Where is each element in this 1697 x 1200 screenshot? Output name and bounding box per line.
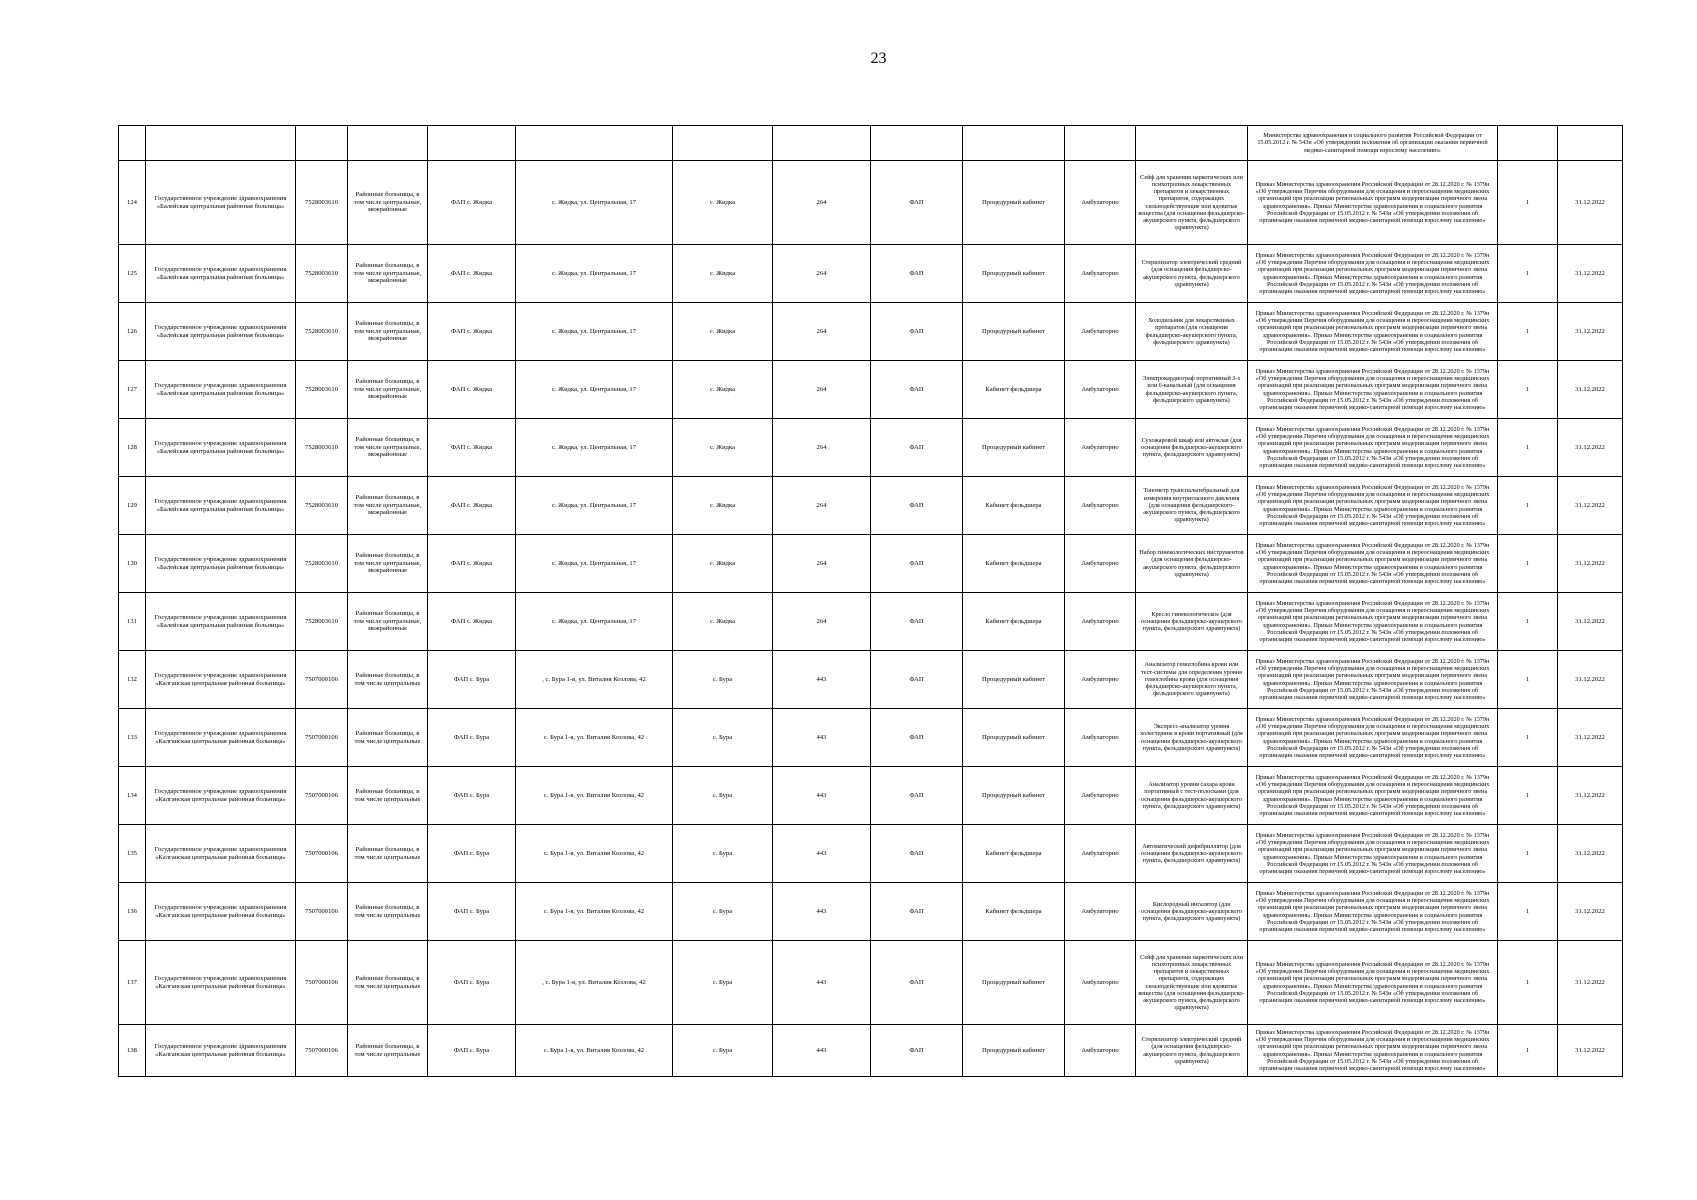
cell-address: с. Жидка, ул. Центральная, 17 <box>516 303 673 361</box>
cell-org-type: Районные больницы, в том числе центральные, межрайонные <box>348 593 428 651</box>
cell-org-type: Районные больницы, в том числе центральные <box>348 1025 428 1077</box>
cell-facility-kind: ФАП <box>871 651 963 709</box>
table-row-continuation <box>119 126 1623 161</box>
cell-basis: Приказ Министерства здравоохранения Российской Федерации от 28.12.2020 г. № 1379н «Об утверждении Перечня оборудования для оснащения и переоснащения медицинских организаций при реализации региональных программ модернизации первичного звена здравоохранения». Приказ Министерства здравоохранения и социального развития Российской Федерации от 15.05.2012 г. № 543н «Об утверждении положения об организации оказания первичной медико-санитарной помощи взрослому населению» <box>1248 1025 1498 1077</box>
cell-population: 264 <box>773 477 871 535</box>
table-row <box>119 245 1623 303</box>
table-row <box>119 303 1623 361</box>
cell-facility: ФАП с. Жидка <box>428 303 516 361</box>
table-row <box>119 161 1623 245</box>
cell-facility-kind: ФАП <box>871 535 963 593</box>
cell-date: 31.12.2022 <box>1558 161 1623 245</box>
cell-care-form: Амбулаторно <box>1065 825 1136 883</box>
cell-row-number: 136 <box>119 883 146 941</box>
cell-facility-kind: ФАП <box>871 709 963 767</box>
cell-inn: 7507000106 <box>296 825 348 883</box>
cell-population: 264 <box>773 245 871 303</box>
cell-organization: Государственное учреждение здравоохранения «Балейская центральная районная больница» <box>146 593 296 651</box>
cell-address: с. Жидка, ул. Центральная, 17 <box>516 535 673 593</box>
cell-facility-kind: ФАП <box>871 477 963 535</box>
cell-cabinet: Кабинет фельдшера <box>963 883 1065 941</box>
cell-date: 31.12.2022 <box>1558 651 1623 709</box>
cell-org-type: Районные больницы, в том числе центральные, межрайонные <box>348 361 428 419</box>
cell-facility-kind: ФАП <box>871 303 963 361</box>
cell-organization: Государственное учреждение здравоохранения «Балейская центральная районная больница» <box>146 245 296 303</box>
table-row <box>119 419 1623 477</box>
cell-organization: Государственное учреждение здравоохранения «Балейская центральная районная больница» <box>146 419 296 477</box>
cell-locality: с. Жидка <box>673 245 773 303</box>
cell-inn: 7528003610 <box>296 419 348 477</box>
cell-facility: ФАП с. Бура <box>428 941 516 1025</box>
cell-basis: Приказ Министерства здравоохранения Российской Федерации от 28.12.2020 г. № 1379н «Об утверждении Перечня оборудования для оснащения и переоснащения медицинских организаций при реализации региональных программ модернизации первичного звена здравоохранения». Приказ Министерства здравоохранения и социального развития Российской Федерации от 15.05.2012 г. № 543н «Об утверждении положения об организации оказания первичной медико-санитарной помощи взрослому населению» <box>1248 419 1498 477</box>
cell-population: 443 <box>773 767 871 825</box>
cell-row-number: 130 <box>119 535 146 593</box>
cell-locality: с. Бура <box>673 941 773 1025</box>
cell-quantity: 1 <box>1498 593 1558 651</box>
cell-locality: с. Жидка <box>673 161 773 245</box>
cell-org-type: Районные больницы, в том числе центральные <box>348 825 428 883</box>
cell-address: , с. Бура 1-я, ул. Виталия Козлова, 42 <box>516 941 673 1025</box>
cell-care-form: Амбулаторно <box>1065 419 1136 477</box>
cell-address: с. Бура 1-я, ул. Виталия Козлова, 42 <box>516 825 673 883</box>
cell-row-number: 124 <box>119 161 146 245</box>
cell-equipment: Тонометр транспальпебральный для измерения внутриглазного давления (для оснащения фельдшерского-акушерского пункта, фельдшерского здравпункта) <box>1136 477 1248 535</box>
cell-quantity: 1 <box>1498 767 1558 825</box>
cell-inn: 7528003610 <box>296 161 348 245</box>
cell-address: с. Бура 1-я, ул. Виталия Козлова, 42 <box>516 767 673 825</box>
cell-quantity: 1 <box>1498 883 1558 941</box>
cell-inn: 7507000106 <box>296 883 348 941</box>
cell-date: 31.12.2022 <box>1558 419 1623 477</box>
cell-quantity: 1 <box>1498 651 1558 709</box>
cell-basis: Приказ Министерства здравоохранения Российской Федерации от 28.12.2020 г. № 1379н «Об утверждении Перечня оборудования для оснащения и переоснащения медицинских организаций при реализации региональных программ модернизации первичного звена здравоохранения». Приказ Министерства здравоохранения и социального развития Российской Федерации от 15.05.2012 г. № 543н «Об утверждении положения об организации оказания первичной медико-санитарной помощи взрослому населению» <box>1248 303 1498 361</box>
cell-locality: с. Бура <box>673 883 773 941</box>
cell-facility-kind: ФАП <box>871 1025 963 1077</box>
page-number: 23 <box>870 50 887 67</box>
cell-cabinet: Процедурный кабинет <box>963 941 1065 1025</box>
cell-date: 31.12.2022 <box>1558 1025 1623 1077</box>
cell-empty <box>428 126 516 161</box>
cell-empty <box>773 126 871 161</box>
cell-inn: 7507000106 <box>296 941 348 1025</box>
cell-organization: Государственное учреждение здравоохранения «Калганская центральная районная больница» <box>146 883 296 941</box>
cell-organization: Государственное учреждение здравоохранения «Калганская центральная районная больница» <box>146 651 296 709</box>
table-row <box>119 767 1623 825</box>
cell-care-form: Амбулаторно <box>1065 477 1136 535</box>
cell-quantity: 1 <box>1498 477 1558 535</box>
cell-basis: Приказ Министерства здравоохранения Российской Федерации от 28.12.2020 г. № 1379н «Об утверждении Перечня оборудования для оснащения и переоснащения медицинских организаций при реализации региональных программ модернизации первичного звена здравоохранения». Приказ Министерства здравоохранения и социального развития Российской Федерации от 15.05.2012 г. № 543н «Об утверждении положения об организации оказания первичной медико-санитарной помощи взрослому населению» <box>1248 477 1498 535</box>
cell-row-number: 137 <box>119 941 146 1025</box>
cell-care-form: Амбулаторно <box>1065 245 1136 303</box>
cell-quantity: 1 <box>1498 161 1558 245</box>
cell-locality: с. Жидка <box>673 477 773 535</box>
cell-basis: Приказ Министерства здравоохранения Российской Федерации от 28.12.2020 г. № 1379н «Об утверждении Перечня оборудования для оснащения и переоснащения медицинских организаций при реализации региональных программ модернизации первичного звена здравоохранения». Приказ Министерства здравоохранения и социального развития Российской Федерации от 15.05.2012 г. № 543н «Об утверждении положения об организации оказания первичной медико-санитарной помощи взрослому населению» <box>1248 361 1498 419</box>
table-row <box>119 883 1623 941</box>
cell-basis: Приказ Министерства здравоохранения Российской Федерации от 28.12.2020 г. № 1379н «Об утверждении Перечня оборудования для оснащения и переоснащения медицинских организаций при реализации региональных программ модернизации первичного звена здравоохранения». Приказ Министерства здравоохранения и социального развития Российской Федерации от 15.05.2012 г. № 543н «Об утверждении положения об организации оказания первичной медико-санитарной помощи взрослому населению» <box>1248 651 1498 709</box>
table-row <box>119 593 1623 651</box>
cell-population: 264 <box>773 419 871 477</box>
cell-inn: 7528003610 <box>296 593 348 651</box>
cell-care-form: Амбулаторно <box>1065 535 1136 593</box>
table-row <box>119 941 1623 1025</box>
cell-empty <box>963 126 1065 161</box>
cell-facility: ФАП с. Жидка <box>428 535 516 593</box>
cell-empty <box>1065 126 1136 161</box>
cell-care-form: Амбулаторно <box>1065 361 1136 419</box>
cell-care-form: Амбулаторно <box>1065 709 1136 767</box>
cell-row-number: 129 <box>119 477 146 535</box>
cell-organization: Государственное учреждение здравоохранения «Калганская центральная районная больница» <box>146 941 296 1025</box>
cell-date: 31.12.2022 <box>1558 303 1623 361</box>
table-row <box>119 709 1623 767</box>
cell-empty <box>296 126 348 161</box>
cell-cabinet: Процедурный кабинет <box>963 245 1065 303</box>
cell-empty <box>119 126 146 161</box>
cell-row-number: 128 <box>119 419 146 477</box>
cell-date: 31.12.2022 <box>1558 709 1623 767</box>
table-row <box>119 825 1623 883</box>
cell-equipment: Анализатор уровня сахара крови портативный с тест-полосками (для оснащения фельдшерско-акушерского пункта, фельдшерского здравпункта) <box>1136 767 1248 825</box>
cell-facility-kind: ФАП <box>871 941 963 1025</box>
cell-locality: с. Жидка <box>673 535 773 593</box>
cell-population: 443 <box>773 1025 871 1077</box>
cell-inn: 7528003610 <box>296 361 348 419</box>
cell-organization: Государственное учреждение здравоохранения «Калганская центральная районная больница» <box>146 767 296 825</box>
table-row <box>119 535 1623 593</box>
cell-empty <box>871 126 963 161</box>
cell-inn: 7528003610 <box>296 245 348 303</box>
cell-cabinet: Процедурный кабинет <box>963 161 1065 245</box>
cell-facility-kind: ФАП <box>871 419 963 477</box>
cell-basis: Приказ Министерства здравоохранения Российской Федерации от 28.12.2020 г. № 1379н «Об утверждении Перечня оборудования для оснащения и переоснащения медицинских организаций при реализации региональных программ модернизации первичного звена здравоохранения». Приказ Министерства здравоохранения и социального развития Российской Федерации от 15.05.2012 г. № 543н «Об утверждении положения об организации оказания первичной медико-санитарной помощи взрослому населению» <box>1248 535 1498 593</box>
cell-cabinet: Кабинет фельдшера <box>963 825 1065 883</box>
cell-org-type: Районные больницы, в том числе центральные <box>348 709 428 767</box>
cell-org-type: Районные больницы, в том числе центральные <box>348 941 428 1025</box>
cell-organization: Государственное учреждение здравоохранения «Балейская центральная районная больница» <box>146 161 296 245</box>
cell-equipment: Электрокардиограф портативный 3-х или 6-канальный (для оснащения фельдшерско-акушерского пункта, фельдшерского здравпункта) <box>1136 361 1248 419</box>
cell-date: 31.12.2022 <box>1558 883 1623 941</box>
cell-org-type: Районные больницы, в том числе центральные, межрайонные <box>348 477 428 535</box>
cell-facility: ФАП с. Жидка <box>428 593 516 651</box>
cell-facility-kind: ФАП <box>871 825 963 883</box>
cell-facility: ФАП с. Бура <box>428 1025 516 1077</box>
cell-inn: 7528003610 <box>296 303 348 361</box>
cell-equipment: Анализатор гемоглобина крови или тест-системы для определения уровня гемоглобина крови (для оснащения фельдшерско-акушерского пункта, фельдшерского здравпункта) <box>1136 651 1248 709</box>
cell-care-form: Амбулаторно <box>1065 767 1136 825</box>
cell-address: с. Жидка, ул. Центральная, 17 <box>516 161 673 245</box>
cell-basis: Приказ Министерства здравоохранения Российской Федерации от 28.12.2020 г. № 1379н «Об утверждении Перечня оборудования для оснащения и переоснащения медицинских организаций при реализации региональных программ модернизации первичного звена здравоохранения». Приказ Министерства здравоохранения и социального развития Российской Федерации от 15.05.2012 г. № 543н «Об утверждении положения об организации оказания первичной медико-санитарной помощи взрослому населению» <box>1248 883 1498 941</box>
cell-locality: с. Жидка <box>673 303 773 361</box>
cell-org-type: Районные больницы, в том числе центральные <box>348 883 428 941</box>
cell-quantity: 1 <box>1498 419 1558 477</box>
cell-facility-kind: ФАП <box>871 245 963 303</box>
cell-quantity: 1 <box>1498 535 1558 593</box>
cell-empty <box>146 126 296 161</box>
cell-equipment: Кислородный ингалятор (для оснащения фельдшерско-акушерского пункта, фельдшерского здравпункта) <box>1136 883 1248 941</box>
cell-cabinet: Кабинет фельдшера <box>963 535 1065 593</box>
cell-row-number: 131 <box>119 593 146 651</box>
cell-care-form: Амбулаторно <box>1065 593 1136 651</box>
cell-equipment: Стерилизатор электрический средний (для оснащения фельдшерско-акушерского пункта, фельдшерского здравпункта) <box>1136 1025 1248 1077</box>
cell-population: 264 <box>773 303 871 361</box>
cell-org-type: Районные больницы, в том числе центральные, межрайонные <box>348 303 428 361</box>
cell-row-number: 134 <box>119 767 146 825</box>
cell-quantity: 1 <box>1498 825 1558 883</box>
cell-equipment: Стерилизатор электрический средний (для оснащения фельдшерско-акушерского пункта, фельдшерского здравпункта) <box>1136 245 1248 303</box>
cell-organization: Государственное учреждение здравоохранения «Балейская центральная районная больница» <box>146 535 296 593</box>
cell-row-number: 126 <box>119 303 146 361</box>
cell-equipment: Холодильник для лекарственных препаратов (для оснащения фельдшерско-акушерского пункта, фельдшерского здравпункта) <box>1136 303 1248 361</box>
equipment-table <box>118 125 1623 1077</box>
cell-facility: ФАП с. Бура <box>428 709 516 767</box>
cell-empty <box>673 126 773 161</box>
cell-org-type: Районные больницы, в том числе центральные, межрайонные <box>348 161 428 245</box>
cell-address: с. Жидка, ул. Центральная, 17 <box>516 361 673 419</box>
cell-facility-kind: ФАП <box>871 593 963 651</box>
cell-cabinet: Процедурный кабинет <box>963 1025 1065 1077</box>
cell-equipment: Сейф для хранения наркотических или психотропных лекарственных препаратов и лекарственных препаратов, содержащих сильнодействующие или ядовитые вещества (для оснащения фельдшерско-акушерского пункта, фельдшерского здравпункта) <box>1136 941 1248 1025</box>
cell-quantity: 1 <box>1498 303 1558 361</box>
cell-date: 31.12.2022 <box>1558 593 1623 651</box>
cell-address: с. Бура 1-я, ул. Виталия Козлова, 42 <box>516 1025 673 1077</box>
cell-empty <box>1558 126 1623 161</box>
cell-row-number: 133 <box>119 709 146 767</box>
cell-date: 31.12.2022 <box>1558 767 1623 825</box>
table-body <box>119 126 1623 1077</box>
cell-empty <box>1136 126 1248 161</box>
cell-row-number: 125 <box>119 245 146 303</box>
cell-inn: 7507000106 <box>296 767 348 825</box>
cell-basis: Приказ Министерства здравоохранения Российской Федерации от 28.12.2020 г. № 1379н «Об утверждении Перечня оборудования для оснащения и переоснащения медицинских организаций при реализации региональных программ модернизации первичного звена здравоохранения». Приказ Министерства здравоохранения и социального развития Российской Федерации от 15.05.2012 г. № 543н «Об утверждении положения об организации оказания первичной медико-санитарной помощи взрослому населению» <box>1248 245 1498 303</box>
cell-org-type: Районные больницы, в том числе центральные, межрайонные <box>348 535 428 593</box>
cell-address: с. Жидка, ул. Центральная, 17 <box>516 419 673 477</box>
cell-date: 31.12.2022 <box>1558 825 1623 883</box>
cell-organization: Государственное учреждение здравоохранения «Балейская центральная районная больница» <box>146 477 296 535</box>
cell-basis: Приказ Министерства здравоохранения Российской Федерации от 28.12.2020 г. № 1379н «Об утверждении Перечня оборудования для оснащения и переоснащения медицинских организаций при реализации региональных программ модернизации первичного звена здравоохранения». Приказ Министерства здравоохранения и социального развития Российской Федерации от 15.05.2012 г. № 543н «Об утверждении положения об организации оказания первичной медико-санитарной помощи взрослому населению» <box>1248 941 1498 1025</box>
cell-row-number: 135 <box>119 825 146 883</box>
cell-cabinet: Процедурный кабинет <box>963 709 1065 767</box>
cell-locality: с. Бура <box>673 1025 773 1077</box>
cell-facility: ФАП с. Жидка <box>428 361 516 419</box>
cell-date: 31.12.2022 <box>1558 477 1623 535</box>
cell-facility: ФАП с. Жидка <box>428 419 516 477</box>
cell-quantity: 1 <box>1498 245 1558 303</box>
cell-population: 264 <box>773 535 871 593</box>
cell-cabinet: Кабинет фельдшера <box>963 477 1065 535</box>
cell-facility-kind: ФАП <box>871 161 963 245</box>
cell-inn: 7528003610 <box>296 477 348 535</box>
cell-care-form: Амбулаторно <box>1065 941 1136 1025</box>
cell-date: 31.12.2022 <box>1558 941 1623 1025</box>
table-row <box>119 361 1623 419</box>
cell-organization: Государственное учреждение здравоохранения «Балейская центральная районная больница» <box>146 361 296 419</box>
cell-care-form: Амбулаторно <box>1065 651 1136 709</box>
cell-care-form: Амбулаторно <box>1065 303 1136 361</box>
cell-locality: с. Бура <box>673 709 773 767</box>
cell-quantity: 1 <box>1498 361 1558 419</box>
cell-quantity: 1 <box>1498 941 1558 1025</box>
cell-empty <box>348 126 428 161</box>
cell-care-form: Амбулаторно <box>1065 161 1136 245</box>
cell-basis: Министерства здравоохранения и социального развития Российской Федерации от 15.05.2012 г. № 543н «Об утверждении положения об организации оказания первичной медико-санитарной помощи взрослому населению» <box>1248 126 1498 161</box>
cell-address: , с. Бура 1-я, ул. Виталия Козлова, 42 <box>516 651 673 709</box>
cell-facility: ФАП с. Жидка <box>428 245 516 303</box>
cell-population: 443 <box>773 825 871 883</box>
cell-facility: ФАП с. Жидка <box>428 161 516 245</box>
cell-organization: Государственное учреждение здравоохранения «Балейская центральная районная больница» <box>146 303 296 361</box>
cell-care-form: Амбулаторно <box>1065 883 1136 941</box>
cell-address: с. Бура 1-я, ул. Виталия Козлова, 42 <box>516 883 673 941</box>
cell-row-number: 127 <box>119 361 146 419</box>
table-row <box>119 1025 1623 1077</box>
cell-locality: с. Бура <box>673 825 773 883</box>
cell-address: с. Жидка, ул. Центральная, 17 <box>516 593 673 651</box>
cell-basis: Приказ Министерства здравоохранения Российской Федерации от 28.12.2020 г. № 1379н «Об утверждении Перечня оборудования для оснащения и переоснащения медицинских организаций при реализации региональных программ модернизации первичного звена здравоохранения». Приказ Министерства здравоохранения и социального развития Российской Федерации от 15.05.2012 г. № 543н «Об утверждении положения об организации оказания первичной медико-санитарной помощи взрослому населению» <box>1248 161 1498 245</box>
cell-org-type: Районные больницы, в том числе центральные, межрайонные <box>348 245 428 303</box>
cell-address: с. Жидка, ул. Центральная, 17 <box>516 245 673 303</box>
table-row <box>119 477 1623 535</box>
cell-facility: ФАП с. Бура <box>428 651 516 709</box>
cell-cabinet: Процедурный кабинет <box>963 303 1065 361</box>
cell-equipment: Сухожаровой шкаф или автоклав (для оснащения фельдшерско-акушерского пункта, фельдшерского здравпункта) <box>1136 419 1248 477</box>
cell-empty <box>516 126 673 161</box>
cell-equipment: Набор гинекологических инструментов (для оснащения фельдшерско-акушерского пункта, фельдшерского здравпункта) <box>1136 535 1248 593</box>
cell-date: 31.12.2022 <box>1558 361 1623 419</box>
cell-population: 443 <box>773 883 871 941</box>
cell-basis: Приказ Министерства здравоохранения Российской Федерации от 28.12.2020 г. № 1379н «Об утверждении Перечня оборудования для оснащения и переоснащения медицинских организаций при реализации региональных программ модернизации первичного звена здравоохранения». Приказ Министерства здравоохранения и социального развития Российской Федерации от 15.05.2012 г. № 543н «Об утверждении положения об организации оказания первичной медико-санитарной помощи взрослому населению» <box>1248 593 1498 651</box>
cell-organization: Государственное учреждение здравоохранения «Калганская центральная районная больница» <box>146 825 296 883</box>
cell-cabinet: Кабинет фельдшера <box>963 361 1065 419</box>
cell-organization: Государственное учреждение здравоохранения «Калганская центральная районная больница» <box>146 1025 296 1077</box>
cell-locality: с. Бура <box>673 767 773 825</box>
cell-basis: Приказ Министерства здравоохранения Российской Федерации от 28.12.2020 г. № 1379н «Об утверждении Перечня оборудования для оснащения и переоснащения медицинских организаций при реализации региональных программ модернизации первичного звена здравоохранения». Приказ Министерства здравоохранения и социального развития Российской Федерации от 15.05.2012 г. № 543н «Об утверждении положения об организации оказания первичной медико-санитарной помощи взрослому населению» <box>1248 825 1498 883</box>
cell-population: 443 <box>773 709 871 767</box>
cell-locality: с. Жидка <box>673 593 773 651</box>
cell-equipment: Экспресс-анализатор уровня холестерина в крови портативный (для оснащения фельдшерско-акушерского пункта, фельдшерского здравпункта) <box>1136 709 1248 767</box>
cell-population: 443 <box>773 941 871 1025</box>
cell-address: с. Бура 1-я, ул. Виталия Козлова, 42 <box>516 709 673 767</box>
cell-quantity: 1 <box>1498 709 1558 767</box>
cell-cabinet: Процедурный кабинет <box>963 419 1065 477</box>
cell-org-type: Районные больницы, в том числе центральные <box>348 651 428 709</box>
cell-org-type: Районные больницы, в том числе центральные <box>348 767 428 825</box>
cell-date: 31.12.2022 <box>1558 245 1623 303</box>
cell-inn: 7528003610 <box>296 535 348 593</box>
cell-facility: ФАП с. Бура <box>428 767 516 825</box>
cell-facility: ФАП с. Бура <box>428 825 516 883</box>
cell-facility-kind: ФАП <box>871 767 963 825</box>
cell-cabinet: Процедурный кабинет <box>963 651 1065 709</box>
cell-locality: с. Жидка <box>673 419 773 477</box>
cell-population: 264 <box>773 161 871 245</box>
cell-empty <box>1498 126 1558 161</box>
cell-date: 31.12.2022 <box>1558 535 1623 593</box>
cell-cabinet: Кабинет фельдшера <box>963 593 1065 651</box>
cell-locality: с. Бура <box>673 651 773 709</box>
cell-cabinet: Процедурный кабинет <box>963 767 1065 825</box>
cell-basis: Приказ Министерства здравоохранения Российской Федерации от 28.12.2020 г. № 1379н «Об утверждении Перечня оборудования для оснащения и переоснащения медицинских организаций при реализации региональных программ модернизации первичного звена здравоохранения». Приказ Министерства здравоохранения и социального развития Российской Федерации от 15.05.2012 г. № 543н «Об утверждении положения об организации оказания первичной медико-санитарной помощи взрослому населению» <box>1248 767 1498 825</box>
cell-address: с. Жидка, ул. Центральная, 17 <box>516 477 673 535</box>
cell-row-number: 132 <box>119 651 146 709</box>
cell-population: 264 <box>773 593 871 651</box>
cell-population: 443 <box>773 651 871 709</box>
cell-organization: Государственное учреждение здравоохранения «Калганская центральная районная больница» <box>146 709 296 767</box>
cell-facility-kind: ФАП <box>871 883 963 941</box>
cell-quantity: 1 <box>1498 1025 1558 1077</box>
cell-facility: ФАП с. Жидка <box>428 477 516 535</box>
cell-equipment: Сейф для хранения наркотических или психотропных лекарственных препаратов и лекарственных препаратов, содержащих сильнодействующие или ядовитые вещества (для оснащения фельдшерско-акушерского пункта, фельдшерского здравпункта) <box>1136 161 1248 245</box>
cell-locality: с. Жидка <box>673 361 773 419</box>
cell-care-form: Амбулаторно <box>1065 1025 1136 1077</box>
cell-facility: ФАП с. Бура <box>428 883 516 941</box>
cell-basis: Приказ Министерства здравоохранения Российской Федерации от 28.12.2020 г. № 1379н «Об утверждении Перечня оборудования для оснащения и переоснащения медицинских организаций при реализации региональных программ модернизации первичного звена здравоохранения». Приказ Министерства здравоохранения и социального развития Российской Федерации от 15.05.2012 г. № 543н «Об утверждении положения об организации оказания первичной медико-санитарной помощи взрослому населению» <box>1248 709 1498 767</box>
cell-inn: 7507000106 <box>296 709 348 767</box>
cell-equipment: Автоматический дефибриллятор (для оснащения фельдшерско-акушерского пункта, фельдшерского здравпункта) <box>1136 825 1248 883</box>
cell-row-number: 138 <box>119 1025 146 1077</box>
cell-equipment: Кресло гинекологическое (для оснащения фельдшерско-акушерского пункта, фельдшерского здравпункта) <box>1136 593 1248 651</box>
cell-org-type: Районные больницы, в том числе центральные, межрайонные <box>348 419 428 477</box>
cell-inn: 7507000106 <box>296 651 348 709</box>
cell-facility-kind: ФАП <box>871 361 963 419</box>
cell-inn: 7507000106 <box>296 1025 348 1077</box>
cell-population: 264 <box>773 361 871 419</box>
table-row <box>119 651 1623 709</box>
